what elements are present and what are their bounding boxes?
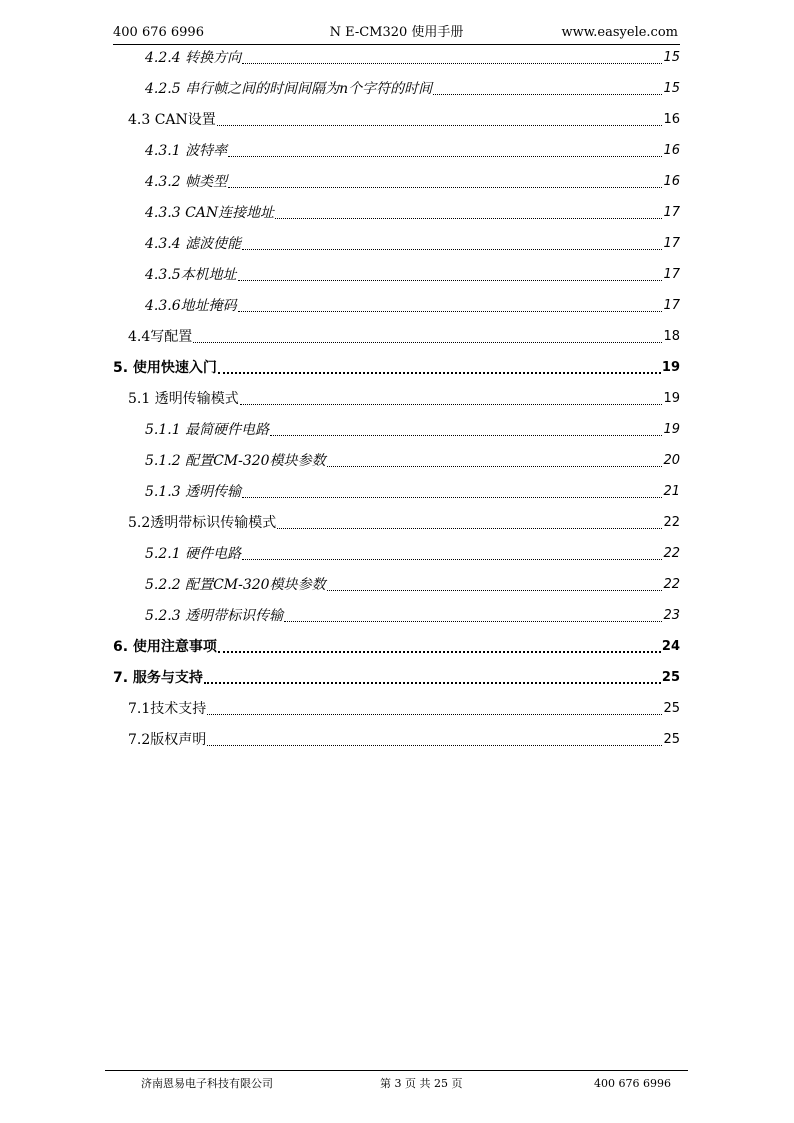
footer-page-number: 第 3 页 共 25 页 bbox=[380, 1077, 463, 1090]
toc-entry-title: 4.3.4 滤波使能 bbox=[145, 236, 242, 252]
footer-company: 济南恩易电子科技有限公司 bbox=[141, 1077, 273, 1090]
toc-entry-4-2-5[interactable] bbox=[145, 77, 680, 99]
toc-entry-title: 5.2.2 配置CM-320模块参数 bbox=[145, 577, 326, 593]
toc-leader-dots bbox=[207, 731, 662, 746]
toc-entry-title: 5.1.3 透明传输 bbox=[145, 484, 242, 500]
toc-entry-4-3-6[interactable] bbox=[145, 294, 680, 316]
toc-entry-7-1[interactable] bbox=[128, 697, 680, 719]
toc-entry-page: 19 bbox=[663, 422, 680, 437]
toc-entry-title: 7. 服务与支持 bbox=[113, 670, 203, 686]
toc-leader-dots bbox=[238, 266, 663, 281]
toc-leader-dots bbox=[218, 637, 661, 653]
toc-entry-4-3-4[interactable] bbox=[145, 232, 680, 254]
toc-entry-title: 5.1 透明传输模式 bbox=[128, 391, 239, 407]
toc-entry-5-2-2[interactable] bbox=[145, 573, 680, 595]
toc-entry-title: 6. 使用注意事项 bbox=[113, 639, 217, 655]
toc-entry-title: 5. 使用快速入门 bbox=[113, 360, 217, 376]
page-header bbox=[113, 24, 680, 45]
toc-entry-title: 4.3 CAN设置 bbox=[128, 112, 216, 128]
toc-entry-page: 15 bbox=[663, 81, 680, 96]
toc-entry-4-3-2[interactable] bbox=[145, 170, 680, 192]
toc-leader-dots bbox=[238, 297, 663, 312]
toc-entry-4-3[interactable] bbox=[128, 108, 680, 130]
toc-entry-5[interactable] bbox=[113, 356, 680, 378]
toc-entry-title: 4.3.3 CAN连接地址 bbox=[145, 205, 275, 221]
toc-entry-page: 16 bbox=[663, 174, 680, 189]
toc-entry-title: 4.2.4 转换方向 bbox=[145, 50, 242, 66]
toc-leader-dots bbox=[193, 328, 662, 343]
toc-entry-page: 16 bbox=[663, 143, 680, 158]
toc-entry-title: 5.1.2 配置CM-320模块参数 bbox=[145, 453, 326, 469]
toc-entry-page: 25 bbox=[663, 701, 680, 716]
toc-entry-page: 17 bbox=[663, 267, 680, 282]
toc-leader-dots bbox=[217, 111, 663, 126]
toc-leader-dots bbox=[277, 514, 662, 529]
toc-leader-dots bbox=[228, 173, 662, 188]
toc-leader-dots bbox=[242, 49, 662, 64]
toc-leader-dots bbox=[433, 80, 662, 95]
toc-leader-dots bbox=[270, 421, 662, 436]
toc-entry-page: 20 bbox=[663, 453, 680, 468]
toc-entry-7[interactable] bbox=[113, 666, 680, 688]
toc-entry-5-2[interactable] bbox=[128, 511, 680, 533]
toc-leader-dots bbox=[240, 390, 663, 405]
toc-entry-4-3-5[interactable] bbox=[145, 263, 680, 285]
toc-entry-7-2[interactable] bbox=[128, 728, 680, 750]
toc-entry-4-3-1[interactable] bbox=[145, 139, 680, 161]
toc-entry-title: 5.2.3 透明带标识传输 bbox=[145, 608, 284, 624]
toc-leader-dots bbox=[327, 452, 663, 467]
toc-entry-page: 22 bbox=[663, 515, 680, 530]
toc-entry-page: 22 bbox=[663, 577, 680, 592]
toc-entry-4-2-4[interactable] bbox=[145, 46, 680, 68]
page-footer bbox=[105, 1070, 688, 1095]
toc-entry-page: 22 bbox=[663, 546, 680, 561]
toc-entry-title: 7.2版权声明 bbox=[128, 732, 207, 748]
toc-entry-title: 5.1.1 最简硬件电路 bbox=[145, 422, 270, 438]
toc-leader-dots bbox=[228, 142, 662, 157]
toc-entry-title: 7.1技术支持 bbox=[128, 701, 207, 717]
toc-leader-dots bbox=[284, 607, 662, 622]
toc-entry-title: 4.4写配置 bbox=[128, 329, 193, 345]
toc-entry-title: 5.2透明带标识传输模式 bbox=[128, 515, 277, 531]
toc-entry-title: 4.2.5 串行帧之间的时间间隔为n个字符的时间 bbox=[145, 81, 433, 97]
toc-leader-dots bbox=[207, 700, 662, 715]
toc-entry-page: 21 bbox=[663, 484, 680, 499]
toc-entry-page: 18 bbox=[663, 329, 680, 344]
toc-entry-5-1[interactable] bbox=[128, 387, 680, 409]
toc-entry-page: 25 bbox=[661, 670, 680, 685]
toc-entry-5-1-2[interactable] bbox=[145, 449, 680, 471]
header-phone: 400 676 6996 bbox=[113, 25, 204, 40]
toc-entry-title: 4.3.6地址掩码 bbox=[145, 298, 237, 314]
toc-entry-page: 19 bbox=[663, 391, 680, 406]
toc-entry-page: 17 bbox=[663, 205, 680, 220]
toc-entry-5-1-1[interactable] bbox=[145, 418, 680, 440]
toc-leader-dots bbox=[242, 235, 662, 250]
footer-phone: 400 676 6996 bbox=[594, 1077, 671, 1090]
toc-entry-title: 5.2.1 硬件电路 bbox=[145, 546, 242, 562]
toc-entry-title: 4.3.5本机地址 bbox=[145, 267, 237, 283]
toc-leader-dots bbox=[218, 358, 661, 374]
toc-entry-page: 25 bbox=[663, 732, 680, 747]
toc-entry-5-1-3[interactable] bbox=[145, 480, 680, 502]
toc-entry-page: 23 bbox=[663, 608, 680, 623]
toc-entry-page: 19 bbox=[661, 360, 680, 375]
toc-entry-page: 15 bbox=[663, 50, 680, 65]
toc-leader-dots bbox=[327, 576, 663, 591]
header-title: N E-CM320 使用手册 bbox=[329, 25, 464, 40]
toc-entry-page: 16 bbox=[663, 112, 680, 127]
toc-entry-page: 24 bbox=[661, 639, 680, 654]
toc-entry-5-2-3[interactable] bbox=[145, 604, 680, 626]
toc-entry-6[interactable] bbox=[113, 635, 680, 657]
toc-leader-dots bbox=[242, 545, 662, 560]
toc-entry-page: 17 bbox=[663, 236, 680, 251]
toc-entry-title: 4.3.1 波特率 bbox=[145, 143, 228, 159]
toc-entry-page: 17 bbox=[663, 298, 680, 313]
header-website: www.easyele.com bbox=[561, 25, 678, 40]
toc-entry-5-2-1[interactable] bbox=[145, 542, 680, 564]
toc-entry-4-3-3[interactable] bbox=[145, 201, 680, 223]
toc-leader-dots bbox=[275, 204, 662, 219]
toc-leader-dots bbox=[204, 668, 661, 684]
toc-entry-4-4[interactable] bbox=[128, 325, 680, 347]
toc-entry-title: 4.3.2 帧类型 bbox=[145, 174, 228, 190]
toc-leader-dots bbox=[242, 483, 662, 498]
